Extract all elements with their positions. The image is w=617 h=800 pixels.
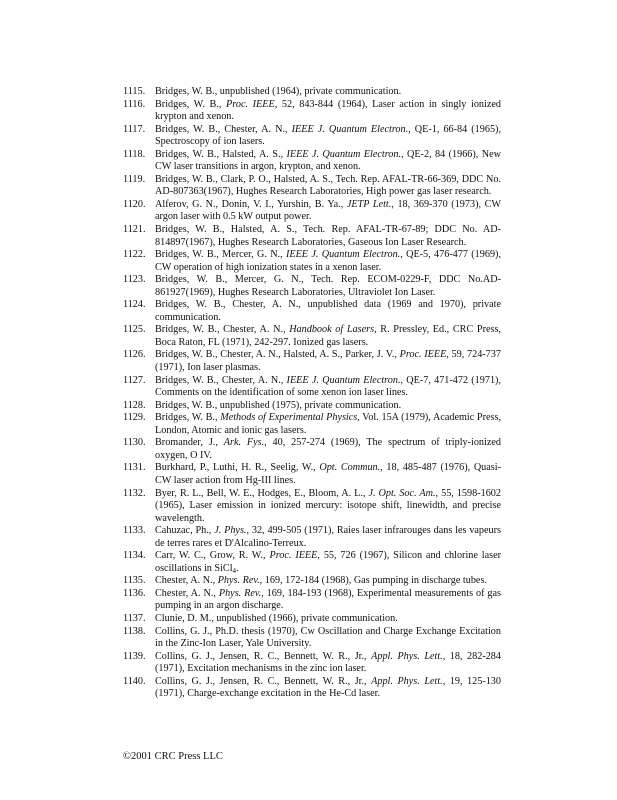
reference-number: 1117.	[123, 123, 146, 135]
reference-entry	[123, 588, 501, 613]
reference-entry	[123, 224, 501, 249]
reference-entry	[123, 274, 501, 299]
reference-entry	[123, 575, 501, 588]
reference-number: 1123.	[123, 274, 146, 286]
reference-number: 1116.	[123, 98, 146, 110]
reference-entry	[123, 174, 501, 199]
reference-entry	[123, 525, 501, 550]
reference-number: 1125.	[123, 324, 146, 336]
reference-number: 1130.	[123, 437, 146, 449]
reference-entry	[123, 412, 501, 437]
reference-number: 1127.	[123, 374, 146, 386]
reference-entry	[123, 124, 501, 149]
reference-number: 1139.	[123, 650, 146, 662]
reference-entry	[123, 676, 501, 701]
reference-number: 1128.	[123, 399, 146, 411]
reference-number: 1126.	[123, 349, 146, 361]
reference-text: Bridges, W. B., Chester, A. N., Halsted, A. S., Parker, J. V., Proc. IEEE, 59, 724-737 (1971), Ion laser plasmas.	[155, 349, 501, 374]
reference-text: Chester, A. N., Phys. Rev., 169, 184-193 (1968), Experimental measurements of gas pumping in an argon discharge.	[155, 587, 501, 612]
reference-entry	[123, 437, 501, 462]
reference-entry	[123, 375, 501, 400]
reference-text: Byer, R. L., Bell, W. E., Hodges, E., Bloom, A. L., J. Opt. Soc. Am., 55, 1598-1602 (1965), Laser emission in ionized mercury: isotope shift, linewidth, and precise wavelength.	[155, 487, 501, 524]
reference-entry	[123, 462, 501, 487]
reference-entry	[123, 249, 501, 274]
reference-entry	[123, 149, 501, 174]
reference-number: 1122.	[123, 249, 146, 261]
reference-list	[123, 86, 501, 701]
reference-entry	[123, 349, 501, 374]
reference-entry	[123, 400, 501, 413]
reference-text: Bridges, W. B., Chester, A. N., IEEE J. Quantum Electron., QE-7, 471-472 (1971), Comments on the identification of some xenon ion laser lines.	[155, 374, 501, 399]
reference-text: Bridges, W. B., Chester, A. N., unpublished data (1969 and 1970), private communication.	[155, 299, 501, 323]
reference-entry	[123, 613, 501, 626]
reference-entry	[123, 488, 501, 526]
reference-number: 1137.	[123, 612, 146, 624]
reference-number: 1140.	[123, 675, 146, 687]
reference-number: 1129.	[123, 412, 146, 424]
reference-text: Bridges, W. B., Halsted, A. S., Tech. Rep. AFAL-TR-67-89; DDC No. AD-814897(1967), Hughes Research Laboratories, Gaseous Ion Laser Research.	[155, 224, 501, 248]
reference-entry	[123, 550, 501, 575]
reference-number: 1133.	[123, 525, 146, 537]
reference-number: 1121.	[123, 224, 146, 236]
reference-text: Bridges, W. B., Clark, P. O., Halsted, A. S., Tech. Rep. AFAL-TR-66-369, DDC No. AD-807363(1967), Hughes Research Laboratories, High power gas laser research.	[155, 173, 501, 198]
reference-text: Bridges, W. B., Mercer, G. N., Tech. Rep. ECOM-0229-F, DDC No.AD-861927(1969), Hughes Research Laboratories, Ultraviolet Ion Laser.	[155, 274, 501, 298]
reference-number: 1119.	[123, 173, 146, 185]
reference-text: Chester, A. N., Phys. Rev., 169, 172-184 (1968), Gas pumping in discharge tubes.	[155, 575, 487, 587]
reference-number: 1135.	[123, 575, 146, 587]
reference-text: Collins, G. J., Ph.D. thesis (1970), Cw Oscillation and Charge Exchange Excitation in the Zinc-Ion Laser, Yale University.	[155, 625, 501, 650]
reference-entry	[123, 651, 501, 676]
reference-entry	[123, 199, 501, 224]
reference-number: 1132.	[123, 487, 146, 499]
reference-text: Collins, G. J., Jensen, R. C., Bennett, W. R., Jr., Appl. Phys. Lett., 18, 282-284 (1971), Excitation mechanisms in the zinc ion laser.	[155, 650, 501, 675]
reference-text: Bridges, W. B., Mercer, G. N., IEEE J. Quantum Electron., QE-5, 476-477 (1969), CW operation of high ionization states in a xenon laser.	[155, 249, 501, 273]
reference-text: Clunie, D. M., unpublished (1966), private communication.	[155, 612, 398, 624]
reference-entry	[123, 324, 501, 349]
reference-text: Carr, W. C., Grow, R. W., Proc. IEEE, 55, 726 (1967), Silicon and chlorine laser oscillations in SiCl$_4$.	[155, 550, 501, 575]
reference-text: Bridges, W. B., Chester, A. N., Handbook of Lasers, R. Pressley, Ed., CRC Press, Boca Raton, FL (1971), 242-297. Ionized gas lasers.	[155, 324, 501, 348]
reference-text: Bridges, W. B., unpublished (1975), private communication.	[155, 399, 402, 411]
reference-entry	[123, 299, 501, 324]
reference-entry	[123, 626, 501, 651]
reference-number: 1124.	[123, 299, 146, 311]
reference-text: Burkhard, P., Luthi, H. R., Seelig, W., Opt. Commun., 18, 485-487 (1976), Quasi-CW laser action from Hg-III lines.	[155, 462, 501, 486]
reference-text: Bridges, W. B., Halsted, A. S., IEEE J. Quantum Electron., QE-2, 84 (1966), New CW laser transitions in argon, krypton, and xenon.	[155, 148, 501, 173]
reference-text: Bridges, W. B., Methods of Experimental Physics, Vol. 15A (1979), Academic Press, London, Atomic and ionic gas lasers.	[155, 412, 501, 436]
reference-text: Collins, G. J., Jensen, R. C., Bennett, W. R., Jr., Appl. Phys. Lett., 19, 125-130 (1971), Charge-exchange excitation in the He-Cd laser.	[155, 675, 501, 700]
reference-number: 1134.	[123, 550, 146, 562]
reference-number: 1131.	[123, 462, 146, 474]
reference-text: Bridges, W. B., Proc. IEEE, 52, 843-844 (1964), Laser action in singly ionized krypton and xenon.	[155, 98, 501, 123]
reference-number: 1115.	[123, 86, 146, 97]
reference-entry	[123, 99, 501, 124]
reference-number: 1138.	[123, 625, 146, 637]
reference-number: 1120.	[123, 198, 146, 210]
reference-number: 1136.	[123, 587, 146, 599]
reference-entry	[123, 86, 501, 99]
reference-text: Alferov, G. N., Donin, V. I., Yurshin, B. Ya., JETP Lett., 18, 369-370 (1973), CW argon laser with 0.5 kW output power.	[155, 198, 502, 223]
reference-text: Cahuzac, Ph., J. Phys., 32, 499-505 (1971), Raies laser infrarouges dans les vapeurs de terres rares et D'Alcalino-Terreux.	[155, 525, 502, 549]
copyright-footer: ©2001 CRC Press LLC	[123, 751, 223, 762]
reference-text: Bridges, W. B., Chester, A. N., IEEE J. Quantum Electron., QE-1, 66-84 (1965), Spectroscopy of ion lasers.	[155, 123, 501, 148]
reference-text: Bridges, W. B., unpublished (1964), private communication.	[155, 86, 402, 97]
reference-text: Bromander, J., Ark. Fys., 40, 257-274 (1969), The spectrum of triply-ionized oxygen, O IV.	[155, 437, 501, 461]
reference-number: 1118.	[123, 148, 146, 160]
